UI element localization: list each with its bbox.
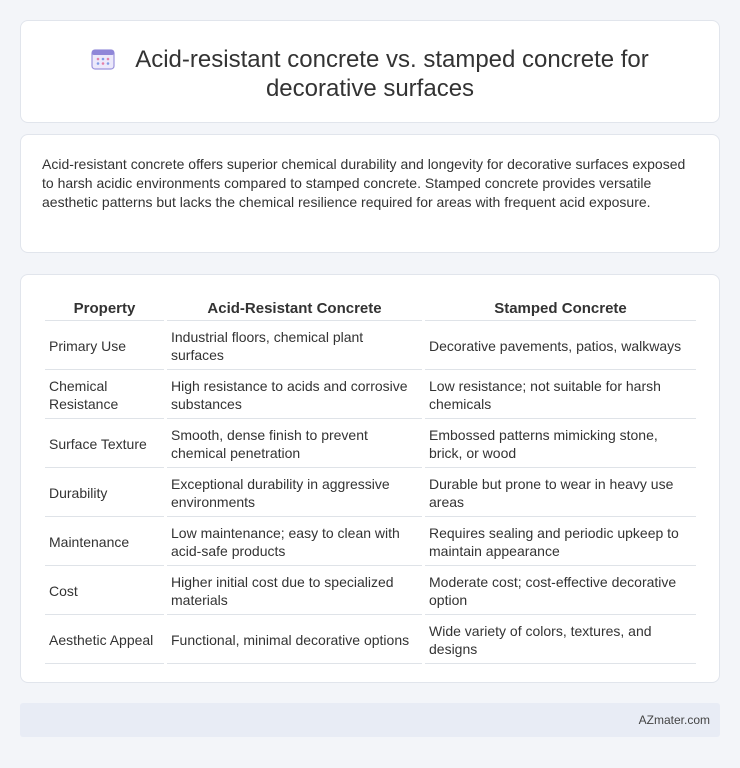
table-row bbox=[45, 568, 696, 615]
comparison-card bbox=[20, 274, 720, 683]
row-acid-value: Low maintenance; easy to clean with acid-safe products bbox=[167, 519, 422, 566]
row-stamped-value: Decorative pavements, patios, walkways bbox=[425, 323, 696, 370]
page-title bbox=[21, 45, 719, 103]
title-line-1: Acid-resistant concrete vs. stamped concrete for bbox=[135, 46, 649, 73]
title-line-2: decorative surfaces bbox=[265, 75, 475, 102]
row-acid-value: Functional, minimal decorative options bbox=[167, 617, 422, 664]
footer-site-link[interactable]: AZmater.com bbox=[638, 713, 710, 727]
header-stamped: Stamped Concrete bbox=[425, 297, 696, 321]
row-stamped-value: Wide variety of colors, textures, and designs bbox=[425, 617, 696, 664]
table-header-row bbox=[45, 297, 696, 321]
row-stamped-value: Requires sealing and periodic upkeep to maintain appearance bbox=[425, 519, 696, 566]
row-stamped-value: Low resistance; not suitable for harsh chemicals bbox=[425, 372, 696, 419]
intro-paragraph: Acid-resistant concrete offers superior chemical durability and longevity for decorative surfaces exposed to harsh acidic environments compared to stamped concrete. Stamped concrete provides versatile aesthetic patterns but lacks the chemical resilience required for areas with frequent acid exposure. bbox=[42, 156, 686, 210]
row-property: Surface Texture bbox=[45, 421, 164, 468]
header-property: Property bbox=[45, 297, 164, 321]
header-acid-resistant: Acid-Resistant Concrete bbox=[167, 297, 422, 321]
calendar-grid-icon bbox=[91, 48, 115, 70]
table-row bbox=[45, 519, 696, 566]
row-acid-value: Higher initial cost due to specialized materials bbox=[167, 568, 422, 615]
table-row bbox=[45, 617, 696, 664]
row-stamped-value: Embossed patterns mimicking stone, brick, or wood bbox=[425, 421, 696, 468]
table-row bbox=[45, 421, 696, 468]
footer-bar bbox=[20, 703, 720, 737]
table-row bbox=[45, 470, 696, 517]
row-property: Durability bbox=[45, 470, 164, 517]
row-acid-value: Industrial floors, chemical plant surfaces bbox=[167, 323, 422, 370]
row-property: Chemical Resistance bbox=[45, 372, 164, 419]
title-card bbox=[20, 20, 720, 123]
row-property: Primary Use bbox=[45, 323, 164, 370]
row-acid-value: High resistance to acids and corrosive substances bbox=[167, 372, 422, 419]
row-acid-value: Smooth, dense finish to prevent chemical penetration bbox=[167, 421, 422, 468]
row-property: Aesthetic Appeal bbox=[45, 617, 164, 664]
row-stamped-value: Durable but prone to wear in heavy use areas bbox=[425, 470, 696, 517]
table-row bbox=[45, 323, 696, 370]
intro-card bbox=[20, 134, 720, 253]
row-property: Maintenance bbox=[45, 519, 164, 566]
row-acid-value: Exceptional durability in aggressive environments bbox=[167, 470, 422, 517]
table-row bbox=[45, 372, 696, 419]
row-property: Cost bbox=[45, 568, 164, 615]
comparison-table bbox=[42, 295, 699, 666]
row-stamped-value: Moderate cost; cost-effective decorative option bbox=[425, 568, 696, 615]
